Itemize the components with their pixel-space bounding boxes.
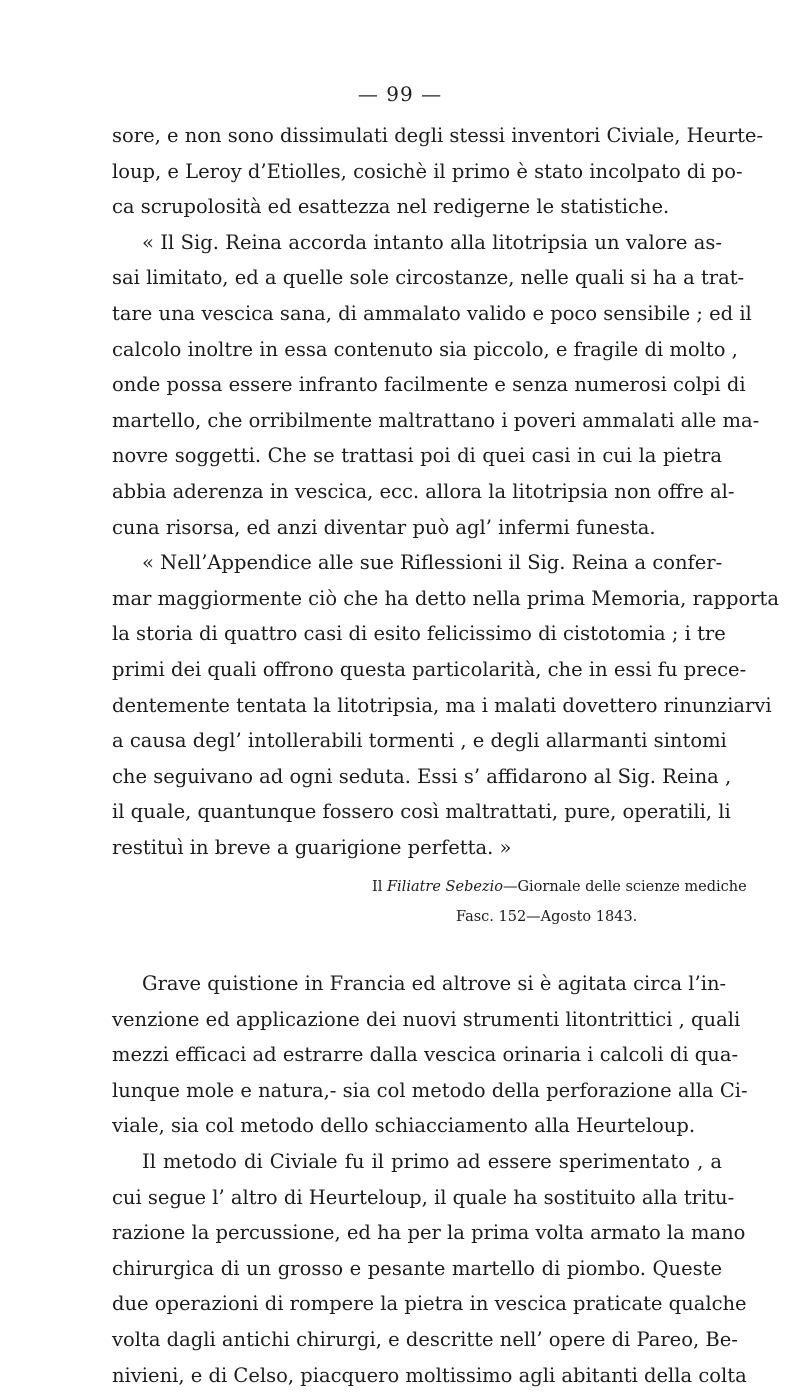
text-line: dentemente tentata la litotripsia, ma i malati dovettero rinunziarvi [112,693,772,717]
text-line: tare una vescica sana, di ammalato valido e poco sensibile ; ed il [112,301,752,325]
text-line: mar maggiormente ciò che ha detto nella prima Memoria, rapporta [112,586,780,610]
page-number: — 99 — [357,82,443,106]
text-line: cuna risorsa, ed anzi diventar può agl’ infermi funesta. [112,515,656,539]
citation-issue: Fasc. 152—Agosto 1843. [456,909,638,925]
text-line: novre soggetti. Che se trattasi poi di quei casi in cui la pietra [112,444,722,468]
citation-source [372,872,747,902]
text-line: volta dagli antichi chirurgi, e descritte nell’ opere di Pareo, Be- [112,1327,738,1351]
text-line: nivieni, e di Celso, piacquero moltissimo agli abitanti della colta [112,1363,747,1387]
text-line: Grave quistione in Francia ed altrove si è agitata circa l’in- [142,972,727,995]
text-line: « Nell’Appendice alle sue Riflessioni il Sig. Reina a confer- [142,551,723,575]
text-line: che seguivano ad ogni seduta. Essi s’ affidarono al Sig. Reina , [112,764,732,788]
text-line: martello, che orribilmente maltrattano i poveri ammalati alle ma- [112,408,760,432]
citation-prefix: Il [372,879,387,895]
text-line: sai limitato, ed a quelle sole circostanze, nelle quali si ha a trat- [112,266,745,290]
text-line: cui segue l’ altro di Heurteloup, il quale ha sostituito alla tritu- [112,1185,735,1209]
text-line: mezzi efficaci ad estrarre dalla vescica orinaria i calcoli di qua- [112,1043,739,1067]
text-line: la storia di quattro casi di esito felicissimo di cistotomia ; i tre [112,622,726,646]
text-line: razione la percussione, ed ha per la prima volta armato la mano [112,1221,746,1245]
text-line: a causa degl’ intollerabili tormenti , e degli allarmanti sintomi [112,729,727,753]
journal-title: Filiatre Sebezio [386,879,503,895]
text-line: abbia aderenza in vescica, ecc. allora la litotripsia non offre al- [112,479,735,503]
text-line: primi dei quali offrono questa particolarità, che in essi fu prece- [112,657,747,681]
text-line: sore, e non sono dissimulati degli stessi inventori Civiale, Heurte- [112,124,764,147]
text-line: chirurgica di un grosso e pesante martello di piombo. Queste [112,1256,722,1280]
text-line: restituì in breve a guarigione perfetta. » [112,835,512,859]
text-line: lunque mole e natura,- sia col metodo della perforazione alla Ci- [112,1078,748,1102]
text-line: onde possa essere infranto facilmente e senza numerosi colpi di [112,373,746,397]
text-line: ca scrupolosità ed esattezza nel redigerne le statistiche. [112,195,670,219]
text-line: « Il Sig. Reina accorda intanto alla litotripsia un valore as- [142,230,722,254]
text-line: Il metodo di Civiale fu il primo ad essere sperimentato , a [142,1149,722,1173]
text-line: due operazioni di rompere la pietra in vescica praticate qualche [112,1292,747,1316]
text-line: viale, sia col metodo dello schiacciamento alla Heurteloup. [112,1114,696,1138]
text-line: loup, e Leroy d’Etiolles, cosichè il primo è stato incolpato di po- [112,159,743,183]
text-line: il quale, quantunque fossero così maltrattati, pure, operatili, li [112,800,731,824]
citation-suffix: —Giornale delle scienze mediche [502,879,747,895]
text-line: venzione ed applicazione dei nuovi strumenti litontrittici , quali [112,1007,741,1031]
body-text [112,966,748,1393]
text-line: calcolo inoltre in essa contenuto sia piccolo, e fragile di molto , [112,337,738,361]
quoted-review-text [112,118,780,865]
